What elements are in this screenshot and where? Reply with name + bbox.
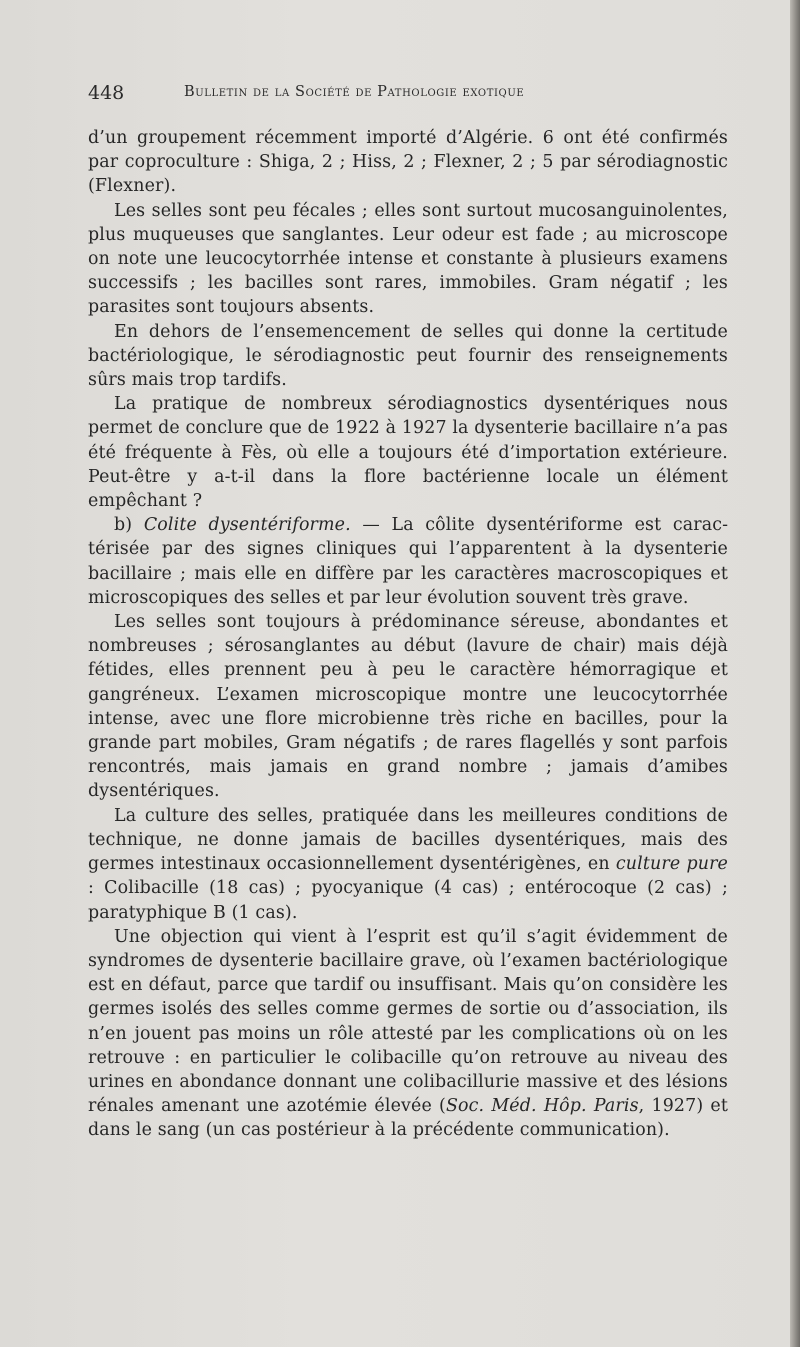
paragraph-7-text-before: La culture des selles, pratiquée dans les meilleures conditions de technique, ne donne jamais de bacilles dysentériques, mais des germes intestinaux occasionnellement dysentérigènes, en <box>88 805 728 875</box>
paragraph-8 <box>88 925 728 1143</box>
page-header <box>88 82 728 106</box>
paragraph-4: La pratique de nombreux sérodiagnostics dysentériques nous permet de conclure que de 1922 à 1927 la dysenterie bacillaire n’a pas été fréquente à Fès, où elle a toujours été d’importation extérieure. Peut-être y a-t-il dans la flore bactérienne locale un élément empêchant ? <box>88 394 728 512</box>
paragraph-1: d’un groupement récemment importé d’Algérie. 6 ont été confirmés par coproculture : Shiga, 2 ; Hiss, 2 ; Flexner, 2 ; 5 par sérodiagnostic (Flexner). <box>88 128 728 197</box>
page-number: 448 <box>88 82 125 104</box>
article-body <box>88 126 728 1143</box>
paragraph-2: Les selles sont peu fécales ; elles sont surtout mucosanguinolentes, plus muqueuses que sanglantes. Leur odeur est fade ; au microscope on note une leucocytorrhée intense et constante à plusieurs examens successifs ; les bacilles sont rares, immobiles. Gram négatif ; les parasites sont toujours absents. <box>88 200 728 318</box>
section-letter: b) <box>114 515 144 536</box>
culture-pure-term: culture pure <box>615 854 729 875</box>
paragraph-8-text-before: Une objection qui vient à l’esprit est qu’il s’agit évidemment de syndromes de dysenterie bacillaire grave, où l’examen bactériologique est en défaut, parce que tardif ou insuffisant. Mais qu’on considère les germes isolés des selles comme germes de sortie ou d’association, ils n’en jouent pas moins un rôle attesté par les complications où on les retrouve : en particulier le colibacille qu’on retrouve au niveau des urines en abondance donnant une colibacillurie massive et des lésions rénales amenant une azotémie élevée ( <box>88 926 728 1117</box>
citation-journal: Soc. Méd. Hôp. Paris <box>445 1096 639 1117</box>
page-edge-shadow <box>790 0 800 1347</box>
paragraph-3: En dehors de l’ensemencement de selles qui donne la certitude bactériologique, le sérodiagnostic peut fournir des renseignements sûrs mais trop tardifs. <box>88 321 728 391</box>
paragraph-6: Les selles sont toujours à prédominance séreuse, abondantes et nombreuses ; sérosanglantes au début (lavure de chair) mais déjà fétides, elles prennent peu à peu le caractère hémorragique et gangréneux. L’examen microscopique montre une leucocytorrhée intense, avec une flore microbienne très riche en bacilles, pour la grande part mobiles, Gram négatifs ; de rares flagellés y sont parfois rencontrés, mais jamais en grand nombre ; jamais d’amibes dysentériques. <box>88 612 728 802</box>
paragraph-8-text-after: , 1927) et dans le sang (un cas postérieur à la précédente communication). <box>88 1096 728 1141</box>
paragraph-7-text-after: : Colibacille (18 cas) ; pyocyanique (4 cas) ; entérocoque (2 cas) ; paratyphique B (1 cas). <box>88 878 728 923</box>
paragraph-5 <box>88 513 728 610</box>
paragraph-5-text: — La côlite dysentériforme est caractérisée par des signes cliniques qui l’apparentent à la dysenterie bacillaire ; mais elle en diffère par les caractères macroscopiques et microscopiques des selles et par leur évolution souvent très grave. <box>88 515 729 608</box>
paragraph-7 <box>88 804 728 925</box>
section-heading: Colite dysentériforme. <box>143 515 351 536</box>
running-title: Bulletin de la Société de Pathologie exotique <box>184 84 525 100</box>
